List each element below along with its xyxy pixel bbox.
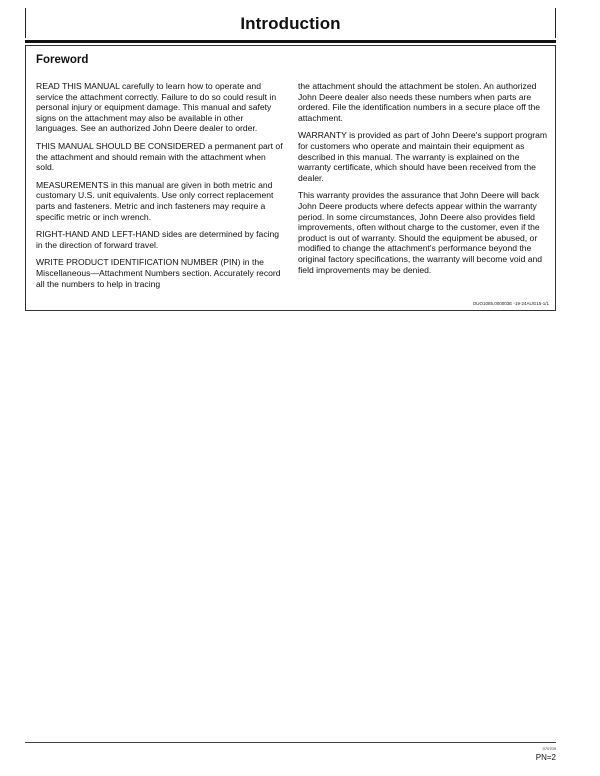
paragraph-measurements: MEASUREMENTS in this manual are given in both metric and customary U.S. unit equivalents. Use only correct replacement parts and fasteners. Metric and inch fasteners may require a specific metric or inch wrench. (36, 179, 274, 222)
header-rule (25, 40, 556, 43)
paragraph-pin-continued: the attachment should the attachment be stolen. An authorized John Deere dealer also needs these numbers when parts are ordered. File the identification numbers in a secure place off the attachment. (298, 81, 541, 123)
page-title: Introduction (240, 14, 341, 33)
left-column (36, 81, 286, 296)
paragraph-warranty: WARRANTY is provided as part of John Deere's support program for customers who operate and maintain their equipment as described in this manual. The warranty is explained on the warranty certificate, which should have been received from the dealer. (298, 130, 548, 183)
paragraph-warranty-assurance: This warranty provides the assurance that John Deere will back John Deere products where defects appear within the warranty period. In some circumstances, John Deere also provides field improvements, often without charge to the customer, even if the product is out of warranty. Should the equipment be abused, or modified to change the attachment's performance beyond the original factory specifications, the warranty will become void and field improvements may be denied. (298, 190, 543, 275)
page-header (25, 8, 556, 38)
section-title: Foreword (36, 54, 89, 66)
document-code: OUO1085,000003E -19-24AUG15-1/1 (472, 301, 549, 306)
paragraph-write-pin: WRITE PRODUCT IDENTIFICATION NUMBER (PIN) in the Miscellaneous—Attachment Numbers section. Accurately record all the numbers to help in tracing (36, 257, 281, 289)
paragraph-right-left-hand: RIGHT-HAND AND LEFT-HAND sides are determined by facing in the direction of forward travel. (36, 229, 280, 250)
footer-code: 070709 (542, 746, 556, 751)
foreword-section (25, 45, 556, 311)
page-number: PN=2 (535, 753, 556, 762)
right-column (298, 81, 548, 282)
footer-rule (25, 742, 556, 743)
paragraph-read-manual: READ THIS MANUAL carefully to learn how to operate and service the attachment correctly. Failure to do so could result in personal injury or equipment damage. This manual and safety signs on the attachment may also be available in other languages. See an authorized John Deere dealer to order. (36, 81, 277, 134)
paragraph-permanent-part: THIS MANUAL SHOULD BE CONSIDERED a permanent part of the attachment and should remain with the attachment when sold. (36, 140, 283, 173)
